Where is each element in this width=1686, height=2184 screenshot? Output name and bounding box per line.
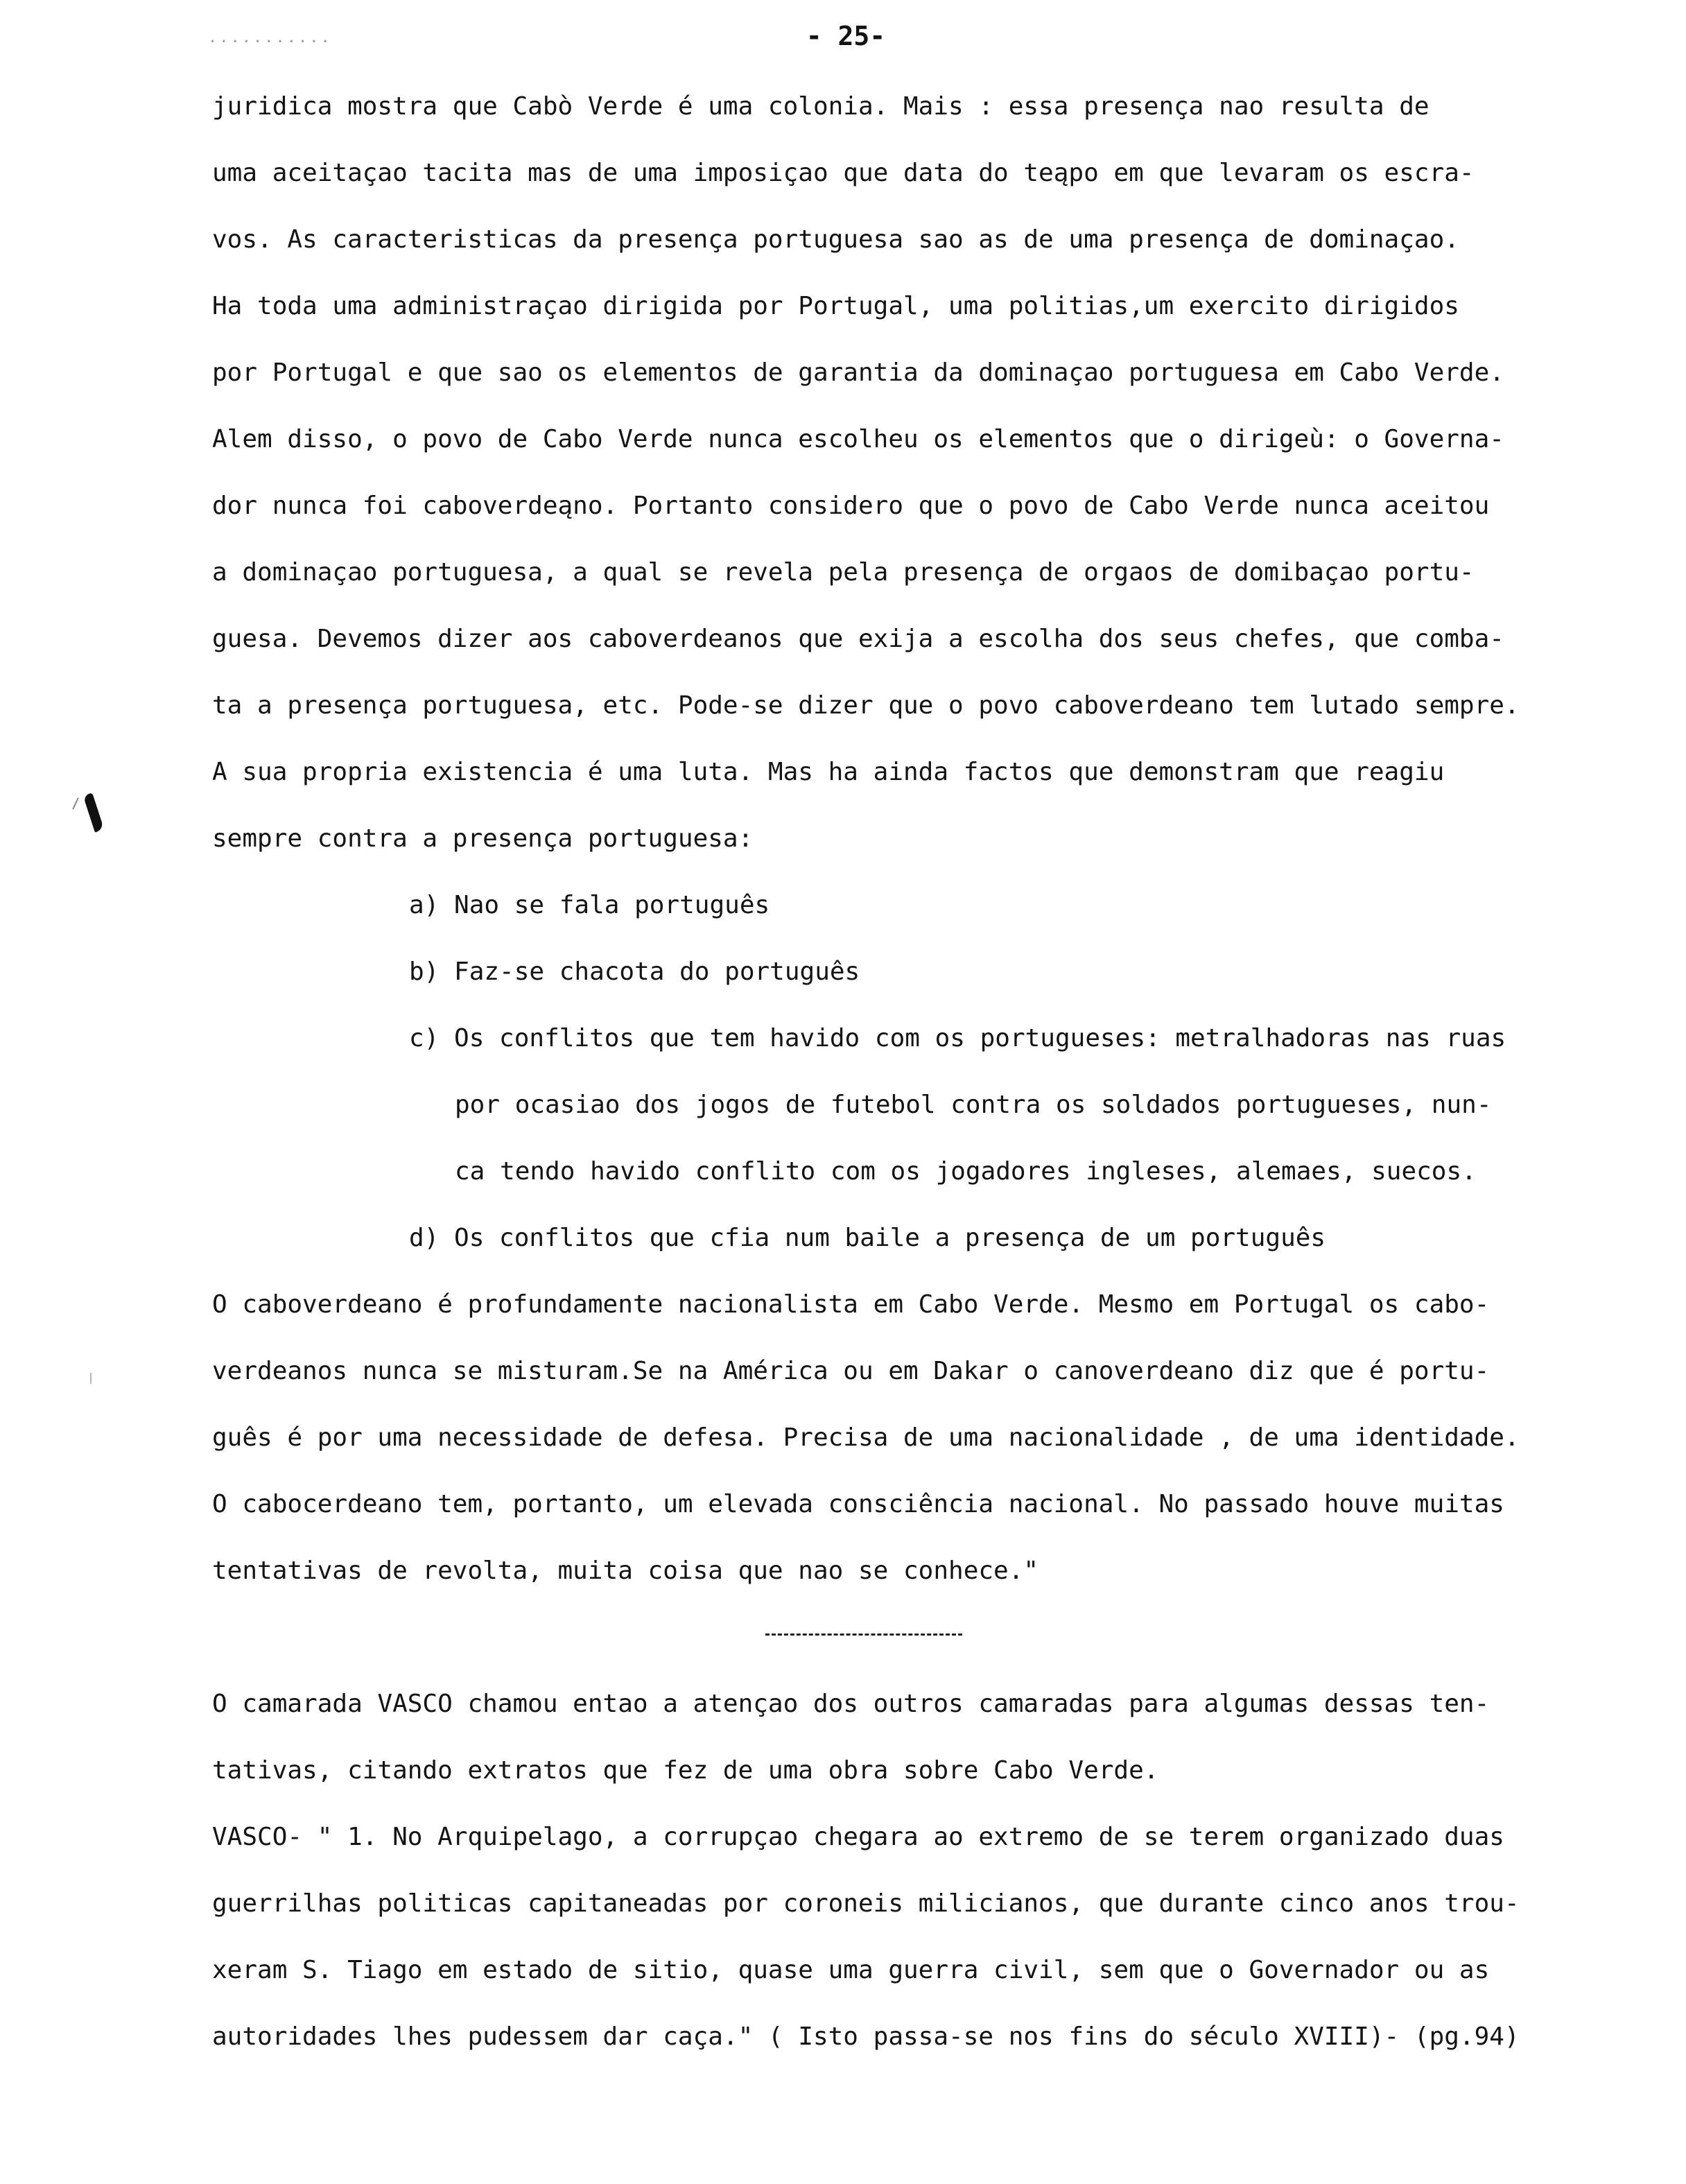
text-line: tativas, citando extratos que fez de uma obra sobre Cabo Verde. (212, 1756, 1159, 1785)
text-line: juridica mostra que Cabò Verde é uma colonia. Mais : essa presença nao resulta de (212, 92, 1429, 121)
text-line: O camarada VASCO chamou entao a atençao dos outros camaradas para algumas dessas ten- (212, 1690, 1490, 1718)
text-line: guês é por uma necessidade de defesa. Precisa de uma nacionalidade , de uma identidade. (212, 1423, 1520, 1452)
text-line: Alem disso, o povo de Cabo Verde nunca escolheu os elementos que o dirigeù: o Governa- (212, 425, 1504, 453)
section-separator (765, 1633, 962, 1636)
text-line: O cabocerdeano tem, portanto, um elevada consciência nacional. No passado houve muitas (212, 1490, 1504, 1518)
text-line: A sua propria existencia é uma luta. Mas ha ainda factos que demonstram que reagiu (212, 758, 1445, 786)
text-line: O caboverdeano é profundamente nacionalista em Cabo Verde. Mesmo em Portugal os cabo- (212, 1290, 1490, 1319)
list-item: a) Nao se fala português (409, 891, 770, 919)
margin-mark (72, 797, 78, 809)
list-item-continuation: por ocasiao dos jogos de futebol contra os soldados portugueses, nun- (455, 1091, 1492, 1119)
text-line: Ha toda uma administraçao dirigida por Portugal, uma politias,um exercito dirigidos (212, 292, 1459, 320)
text-line: xeram S. Tiago em estado de sitio, quase uma guerra civil, sem que o Governador ou as (212, 1956, 1490, 1984)
text-line: ta a presença portuguesa, etc. Pode-se dizer que o povo caboverdeano tem lutado sempre. (212, 691, 1520, 720)
text-line: guerrilhas politicas capitaneadas por coroneis milicianos, que durante cinco anos trou- (212, 1889, 1520, 1918)
text-line: autoridades lhes pudessem dar caça." ( Isto passa-se nos fins do século XVIII)- (pg.94) (212, 2022, 1520, 2051)
list-item: b) Faz-se chacota do português (409, 957, 860, 986)
text-line: tentativas de revolta, muita coisa que nao se conhece." (212, 1557, 1039, 1585)
text-line: vos. As caracteristicas da presença portuguesa sao as de uma presença de dominaçao. (212, 225, 1459, 254)
text-line: sempre contra a presença portuguesa: (212, 824, 754, 853)
text-line: uma aceitaçao tacita mas de uma imposiçao que data do teąpo em que levaram os escra- (212, 159, 1475, 187)
text-line: guesa. Devemos dizer aos caboverdeanos que exija a escolha dos seus chefes, que comba- (212, 625, 1504, 653)
page-number: - 25- (806, 21, 886, 51)
text-line: por Portugal e que sao os elementos de garantia da dominaçao portuguesa em Cabo Verde. (212, 358, 1504, 387)
list-item-continuation: ca tendo havido conflito com os jogadores ingleses, alemaes, suecos. (455, 1157, 1477, 1186)
list-item: d) Os conflitos que cfia num baile a presença de um português (409, 1224, 1326, 1252)
text-line: VASCO- " 1. No Arquipelago, a corrupçao chegara ao extremo de se terem organizado duas (212, 1823, 1504, 1851)
text-line: a dominaçao portuguesa, a qual se revela pela presença de orgaos de domibaçao portu- (212, 558, 1475, 587)
corner-mark: ........... (208, 29, 332, 46)
margin-ink-mark (83, 792, 105, 833)
text-line: verdeanos nunca se misturam.Se na América ou em Dakar o canoverdeano diz que é portu- (212, 1357, 1490, 1385)
list-item: c) Os conflitos que tem havido com os portugueses: metralhadoras nas ruas (409, 1024, 1506, 1052)
margin-speck (90, 1373, 92, 1384)
text-line: dor nunca foi caboverdeąno. Portanto considero que o povo de Cabo Verde nunca aceitou (212, 492, 1490, 520)
